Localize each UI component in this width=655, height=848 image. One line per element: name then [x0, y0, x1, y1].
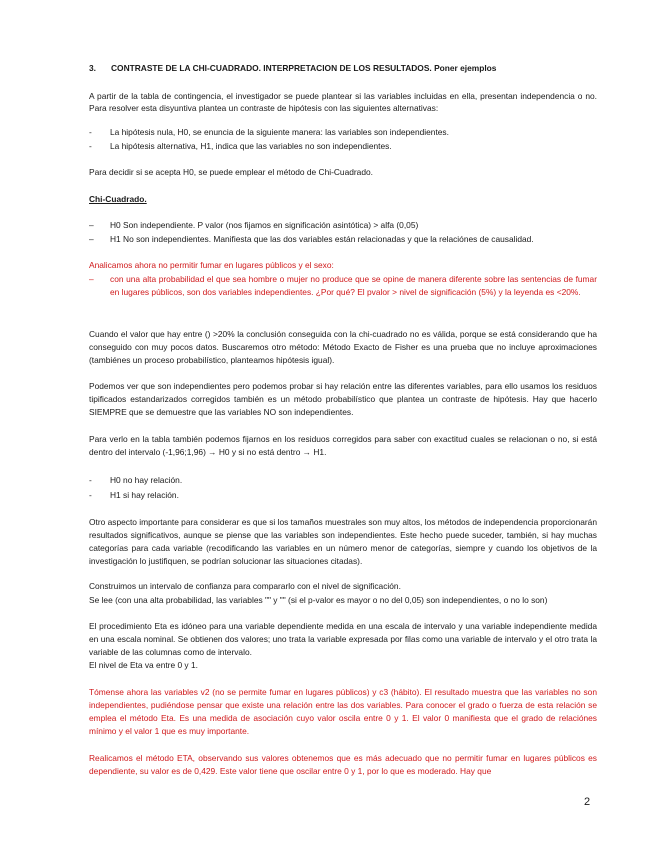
paragraph-intervalo-confianza: Construimos un intervalo de confianza para compararlo con el nivel de significación.: [89, 581, 401, 591]
paragraph-eta-nivel: El nivel de Eta va entre 0 y 1.: [89, 660, 198, 670]
list-item: [89, 273, 597, 313]
page-number: 2: [584, 796, 591, 808]
paragraph-fisher: Cuando el valor que hay entre () >20% la conclusión conseguida con la chi-cuadrado no es válida, porque se está considerando que ha conseguido con muy pocos datos. Buscaremos otro método: Método Exacto de Fisher es una prueba que no incluye aproximaciones (tambiénes un proceso probabilístico, planteamos hipótesis igual).: [89, 329, 597, 365]
paragraph-metodo-eta: Realicamos el método ETA, observando sus valores obtenemos que es más adecuado que no permitir fumar en lugares públicos es dependiente, su valor es de 0,429. Este valor tiene que oscilar entre 0 y 1, por lo que es moderado. Hay que: [89, 753, 597, 776]
paragraph-tamanos: Otro aspecto importante para considerar es que si los tamaños muestrales son muy altos, los métodos de independencia proporcionarán resultados significativos, aunque se piense que las variables son independientes. Este hecho puede suceder, también, si hay muchas categorías para cada variable (recodificando las variables en un número menor de categorías, siempre y cuando los objetivos de la investigación lo justifiquen, se podrían solucionar las situaciones citadas).: [89, 517, 597, 566]
paragraph-intro: A partir de la tabla de contingencia, el investigador se puede plantear si las variables incluidas en ella, presentan independencia o no. Para resolver esta disyuntiva plantea un contraste de hipótesis con las siguientes alternativas:: [89, 91, 597, 113]
paragraph-intervalo: Para verlo en la tabla también podemos fijarnos en los residuos corregidos para saber con exactitud cuales se relacionan o no, si está dentro del intervalo (-1,96;1,96) → H0 y si no está dentro → H1.: [89, 434, 597, 457]
dash-bullet: -: [89, 475, 92, 485]
dash-bullet: –: [89, 234, 94, 244]
list-item-text: H1 No son independientes. Manifiesta que las dos variables están relacionadas y que la relaciónes de causalidad.: [110, 234, 534, 244]
list-item-text: H0 no hay relación.: [110, 475, 183, 485]
paragraph-residuos: Podemos ver que son independientes pero podemos probar si hay relación entre las diferentes variables, para ello usamos los residuos tipificados estandarizados corregidos también es un método probabilístico que plantea un contraste de hipótesis. Hay que hacerlo SIEMPRE que se demuestre que las variables NO son independientes.: [89, 381, 597, 417]
paragraph-lectura: Se lee (con una alta probabilidad, las variables "" y "" (si el p-valor es mayor o no del 0,05) son independientes, o no lo son): [89, 595, 548, 605]
chi-cuadrado-title: Chi-Cuadrado.: [89, 194, 147, 204]
list-item-text: La hipótesis alternativa, H1, indica que las variables no son independientes.: [110, 141, 392, 151]
paragraph-decide: Para decidir si se acepta H0, se puede emplear el método de Chi-Cuadrado.: [89, 167, 373, 177]
list-item-text: H0 Son independiente. P valor (nos fijamos en significación asintótica) > alfa (0,05): [110, 220, 419, 230]
dash-bullet: –: [89, 274, 94, 284]
paragraph-analysis-intro: Analicamos ahora no permitir fumar en lugares públicos y el sexo:: [89, 260, 334, 270]
section-title-suffix: Poner ejemplos: [434, 63, 497, 73]
dash-bullet: –: [89, 220, 94, 230]
section-title: CONTRASTE DE LA CHI-CUADRADO. INTERPRETACION DE LOS RESULTADOS.: [111, 63, 432, 73]
dash-bullet: -: [89, 127, 92, 137]
section-number: 3.: [89, 63, 96, 73]
paragraph-eta: El procedimiento Eta es idóneo para una variable dependiente medida en una escala de intervalo y una variable independiente medida en una escala nominal. Se obtienen dos valores; uno trata la variable expresada por filas como una variable de intervalo y el otro trata la variable de las columnas como de intervalo.: [89, 621, 597, 657]
dash-bullet: -: [89, 141, 92, 151]
section-heading: [89, 62, 609, 74]
paragraph-variables-v2-c3: Tómense ahora las variables v2 (no se permite fumar en lugares públicos) y c3 (hábito). El resultado muestra que las variables no son independientes, pudiéndose pensar que existe una relación entre las dos variables. Para conocer el grado o fuerza de esta relación se emplea el método Eta. Es una medida de asociación cuyo valor oscila entre 0 y 1. El valor 0 manifiesta que el grado de relaciónes mínimo y el valor 1 que es muy importante.: [89, 687, 597, 736]
list-item-text: H1 si hay relación.: [110, 490, 179, 500]
list-item-text: La hipótesis nula, H0, se enuncia de la siguiente manera: las variables son independientes.: [110, 127, 449, 137]
dash-bullet: -: [89, 490, 92, 500]
list-item-text: con una alta probabilidad el que sea hombre o mujer no produce que se opine de manera diferente sobre las sentencias de fumar en lugares públicos, son dos variables independientes. ¿Por qué? El pvalor > nivel de significación (5%) y la leyenda es <20%.: [110, 274, 597, 297]
